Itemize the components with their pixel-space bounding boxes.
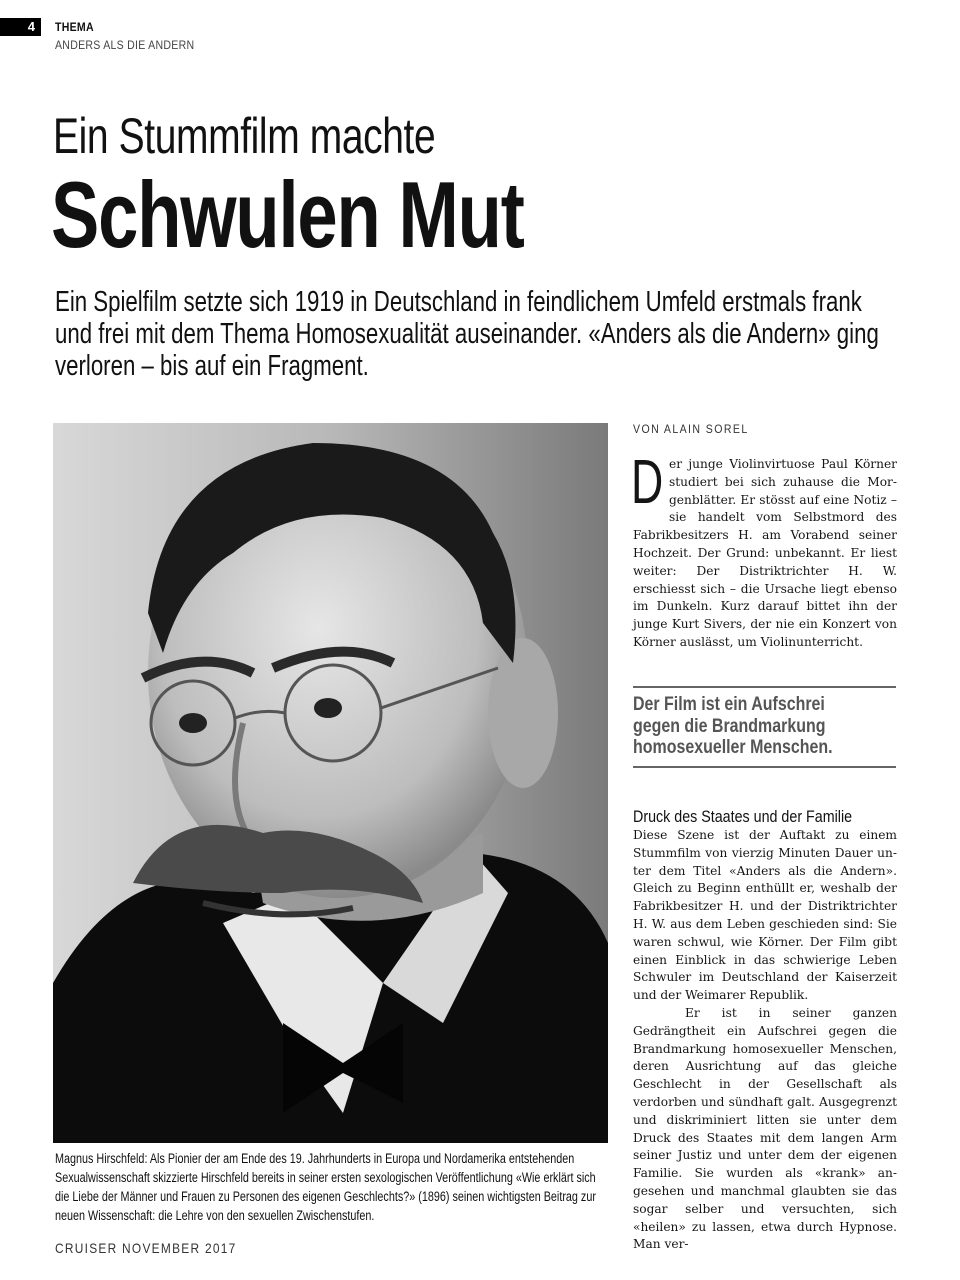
drop-cap: D: [631, 448, 664, 517]
lead-paragraph: Ein Spielfilm setzte sich 1919 in Deutschland in feindlichem Umfeld erstmals frank und frei mit dem Thema Homosexualität auseinander. «Anders als die Andern» ging verloren – bis auf ein Fragment.: [55, 286, 879, 382]
body-paragraph: Er ist in seiner ganzen Gedrängtheit ein Aufschrei gegen die Brandmarkung homosexueller Menschen, deren Ausrichtung auf das gleiche Geschlecht in der Gesellschaft als verdorben und sündhaft galt. Ausgegrenzt und diskriminiert litten sie unter dem Druck des Staates mit dem langen Arm seiner Justiz und unter dem der eigenen Familie. Sie wurden als «krank» angesehen und manchmal glaubten sie das sogar selber und versuchten, sich «heilen» zu lassen, etwa durch Hypnose. Man ver-: [633, 1005, 897, 1252]
headline-kicker: Ein Stummfilm machte: [53, 108, 436, 164]
byline: VON ALAIN SOREL: [633, 422, 749, 436]
pull-quote-line: Der Film ist ein Aufschrei: [633, 694, 825, 715]
section-subtitle: ANDERS ALS DIE ANDERN: [55, 38, 195, 52]
portrait-illustration: [53, 423, 608, 1143]
section-label: THEMA: [55, 20, 94, 34]
intro-text: er junge Violinvirtuose Paul Körner studiert bei sich zuhause die Morgenblätter. Er stösst auf eine Notiz – sie handelt vom Selbstmord des Fabrikbesitzers H. am Vorabend seiner Hochzeit. Der Grund: unbekannt. Er liest weiter: Der Distriktrichter H. W. erschiesst sich – die Ursache liegt ebenso im Dunkeln. Kurz darauf bittet ihn der junge Kurt Sivers, der nie ein Konzert von Körner auslässt, um Violinunterricht.: [633, 457, 897, 649]
pull-quote: [633, 686, 896, 768]
intro-paragraph: [631, 448, 897, 652]
publication-footer: CRUISER NOVEMBER 2017: [55, 1240, 237, 1256]
pull-quote-line: homosexueller Menschen.: [633, 737, 833, 758]
portrait-photo: [53, 423, 608, 1143]
page-number: 4: [0, 18, 41, 36]
headline: Schwulen Mut: [51, 162, 524, 267]
photo-caption: Magnus Hirschfeld: Als Pionier der am Ende des 19. Jahrhunderts in Europa und Nordamerika entstehenden Sexualwissenschaft skizzierte Hirschfeld bereits in seiner ersten sexologischen Veröffentlichung «Wie erklärt sich die Liebe der Männer und Frauen zu Personen des eigenen Geschlechts?» (1896) seinen wichtigsten Beitrag zur neuen Wissenschaft: die Lehre von den sexuellen Zwischenstufen.: [55, 1151, 596, 1223]
section-subheading: Druck des Staates und der Familie: [633, 807, 853, 826]
body-text: [633, 827, 897, 1254]
body-paragraph: Diese Szene ist der Auftakt zu einem Stummfilm von vierzig Minuten Dauer unter dem Titel «Anders als die Andern». Gleich zu Beginn enthüllt er, weshalb der Fabrikbesitzer H. und der Distriktrichter H. W. aus dem Leben geschieden sind: Sie waren schwul, wie Körner. Der Film gibt einen Einblick in das schwierige Leben Schwuler im Deutschland der Kaiserzeit und der Weimarer Republik.: [633, 828, 897, 1003]
pull-quote-text: [633, 694, 902, 759]
pull-quote-line: gegen die Brandmarkung: [633, 715, 826, 737]
